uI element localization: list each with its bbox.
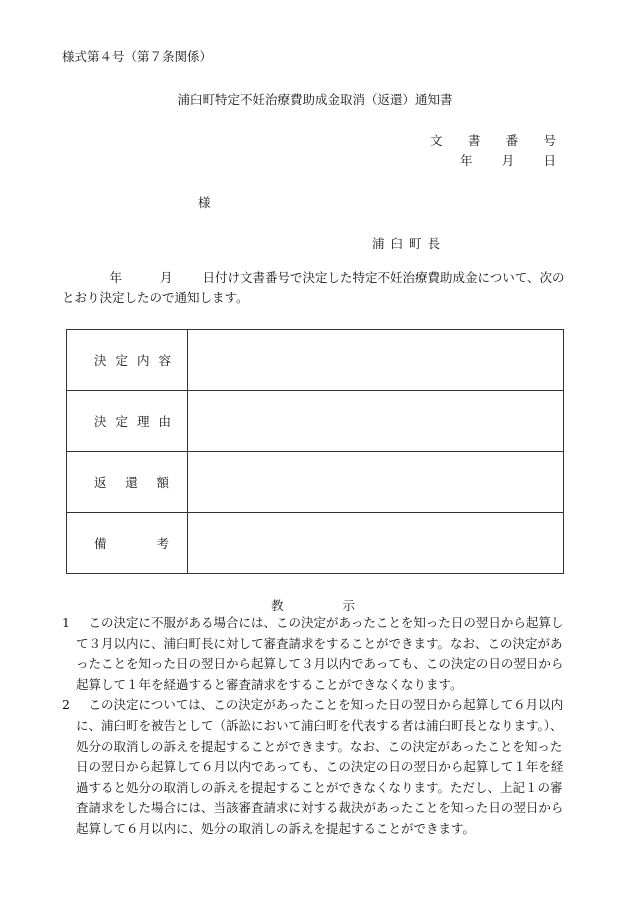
- doc-number-char: 番: [505, 133, 519, 148]
- date-year-label: 年: [460, 153, 473, 168]
- row-value-decision-reason: [188, 391, 564, 452]
- doc-number-char: 書: [467, 133, 481, 148]
- row-value-remarks: [188, 513, 564, 574]
- date-day-label: 日: [543, 153, 556, 168]
- form-number: 様式第４号（第７条関係）: [62, 49, 213, 64]
- row-label-decision-content: 決 定 内 容: [67, 330, 188, 391]
- table-row: [67, 391, 564, 452]
- table-row: [67, 452, 564, 513]
- notice-list: [62, 613, 572, 840]
- row-label-refund-amount: 返 還 額: [67, 452, 188, 513]
- list-item: [62, 695, 572, 839]
- table-row: [67, 330, 564, 391]
- document-number-label: [430, 131, 556, 149]
- notice-text: この決定については、この決定があったことを知った日の翌日から起算して６月以内に、浦臼町を被告として（訴訟において浦臼町を代表する者は浦臼町長となります。）、処分の取消しの訴えを提起することができます。なお、この決定があったことを知った日の翌日から起算して６月以内であっても、この決定の日の翌日から起算して１年を経過すると処分の取消しの訴えを提起することができなくなります。ただし、上記１の審査請求をした場合には、当該審査請求に対する裁決があったことを知った日の翌日から起算して６月以内に、処分の取消しの訴えを提起することができます。: [76, 697, 564, 836]
- row-label-remarks: 備 考: [67, 513, 188, 574]
- notice-number: 1: [62, 615, 70, 630]
- list-item: [62, 613, 572, 695]
- doc-number-char: 文: [430, 133, 443, 148]
- doc-number-char: 号: [543, 133, 556, 148]
- row-value-decision-content: [188, 330, 564, 391]
- body-date-year: 年: [109, 270, 123, 285]
- sender-name: 浦臼町長: [372, 236, 447, 251]
- document-title: 浦臼町特定不妊治療費助成金取消（返還）通知書: [177, 92, 453, 107]
- notice-heading: 教 示: [271, 598, 355, 613]
- notice-number: 2: [62, 697, 70, 713]
- body-date-month: 月: [160, 270, 173, 285]
- decision-table: [66, 329, 564, 574]
- body-paragraph: [62, 268, 568, 308]
- notice-text: この決定に不服がある場合には、この決定があったことを知った日の翌日から起算して３月以内に、浦臼町長に対して審査請求をすることができます。なお、この決定があったことを知った日の翌日から起算して３月以内であっても、この決定の日の翌日から起算して１年を経過すると審査請求をすることができなくなります。: [76, 615, 564, 692]
- table-row: [67, 513, 564, 574]
- row-label-decision-reason: 決 定 理 由: [67, 391, 188, 452]
- date-month-label: 月: [501, 153, 515, 168]
- recipient-suffix: 様: [198, 195, 211, 210]
- issue-date-line: [460, 151, 556, 169]
- row-value-refund-amount: [188, 452, 564, 513]
- body-text: 日付け文書番号で決定した特定不妊治療費助成金について、次のとおり決定したので通知します。: [62, 270, 565, 305]
